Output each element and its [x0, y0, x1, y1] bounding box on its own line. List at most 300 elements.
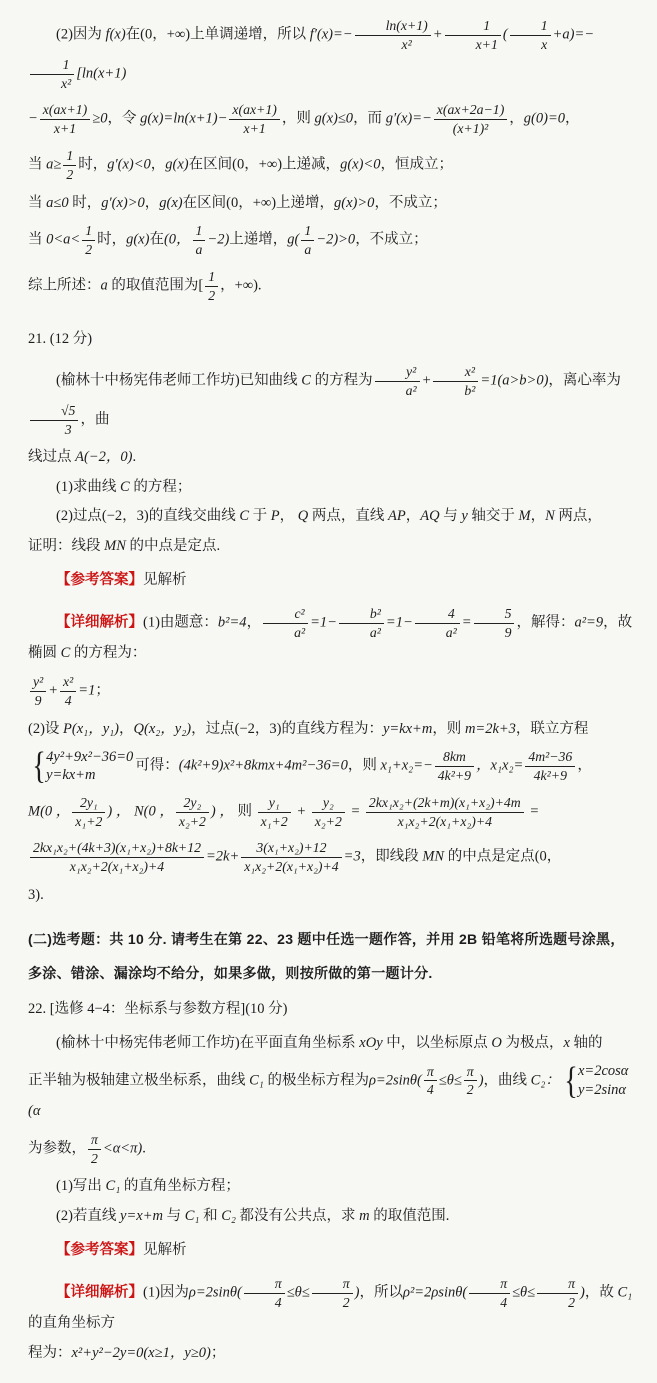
- fraction-denominator: x₁x₂+2(x₁+x₂)+4: [69, 859, 165, 875]
- math-run: M(0 ，: [28, 803, 71, 820]
- math-run: AQ: [420, 508, 440, 525]
- text-run: ，过点(−2，3)的直线方程为：: [191, 720, 383, 737]
- fraction-denominator: b²: [464, 382, 476, 398]
- math-run: C₁: [617, 1284, 633, 1301]
- math-run: =1−: [385, 614, 413, 631]
- text-run: 与: [439, 508, 462, 525]
- text-run: 两点，直线: [308, 508, 389, 525]
- text-run: 中，以坐标原点: [382, 1035, 492, 1052]
- fraction-numerator: π: [464, 1064, 477, 1082]
- fraction-numerator: c²: [263, 606, 308, 624]
- fraction: [193, 223, 206, 258]
- doc-line: [28, 146, 633, 185]
- text-run: ，: [279, 508, 298, 525]
- fraction-denominator: x₁x₂+2(x₁+x₂)+4: [244, 859, 339, 875]
- fraction-denominator: 2: [466, 1082, 474, 1098]
- text-run: ，: [119, 720, 134, 737]
- text-run: ，: [405, 508, 421, 525]
- cases-group: [30, 745, 134, 788]
- cases-row: y=kx+m: [46, 767, 96, 784]
- math-run: +: [48, 682, 59, 699]
- fraction-denominator: a²: [294, 624, 306, 640]
- fraction-numerator: π: [469, 1276, 510, 1294]
- fraction-denominator: a²: [405, 382, 417, 398]
- doc-line: [28, 838, 633, 877]
- math-run: a: [100, 277, 108, 294]
- text-run: 和: [199, 1207, 222, 1224]
- cases-row: 4y²+9x²−36=0: [46, 748, 134, 765]
- math-run: ≤θ≤: [286, 1284, 310, 1301]
- math-run: C₁: [184, 1207, 200, 1224]
- doc-line: [28, 16, 633, 93]
- math-run: xOy: [359, 1035, 383, 1052]
- answer-label: 【详细解析】: [56, 614, 143, 631]
- text-run: ，故椭圆: [28, 614, 633, 662]
- fraction-numerator: ln(x+1): [355, 18, 431, 36]
- fraction-denominator: x₂+2: [314, 813, 342, 829]
- text-run: .: [142, 1140, 146, 1157]
- math-run: M: [518, 508, 531, 525]
- fraction: [339, 606, 384, 641]
- math-run: MN: [104, 537, 126, 554]
- doc-line: [28, 221, 633, 260]
- fraction-numerator: 1: [193, 223, 206, 241]
- math-run: C: [120, 478, 130, 495]
- doc-line: [28, 1342, 633, 1364]
- text-run: ，: [509, 111, 524, 128]
- cases-row: x=2cosα: [577, 1063, 629, 1079]
- doc-line: [28, 718, 633, 740]
- math-run: [ln(x+1): [76, 65, 127, 82]
- fraction-denominator: x₂+2: [178, 813, 206, 829]
- math-run: ρ²=2ρsinθ(: [403, 1284, 468, 1301]
- text-run: 22. [选修 4−4：坐标系与参数方程](10 分): [28, 1000, 288, 1017]
- text-run: (榆林十中杨宪伟老师工作坊)在平面直角坐标系: [56, 1035, 360, 1052]
- fraction-denominator: 2: [66, 166, 74, 182]
- doc-line: [28, 100, 633, 139]
- fraction-denominator: x₁x₂+2(x₁+x₂)+4: [397, 813, 492, 829]
- text-run: 当: [28, 231, 47, 248]
- math-run: C₂: [221, 1207, 236, 1224]
- text-run: ，: [144, 194, 160, 211]
- text-run: ，: [530, 508, 546, 525]
- math-run: g(x)<0: [340, 156, 381, 173]
- math-run: g(0)=0: [523, 111, 565, 128]
- math-run: (4k²+9)x²+8kmx+4m²−36=0: [178, 757, 348, 774]
- fraction-numerator: 4m²−36: [525, 749, 575, 767]
- fraction: [474, 606, 515, 641]
- fraction-denominator: 4: [64, 692, 72, 708]
- fraction-numerator: 1: [205, 269, 218, 287]
- fraction: [537, 1276, 578, 1311]
- text-run: ，曲线: [483, 1072, 531, 1089]
- fraction-numerator: 1: [30, 57, 74, 75]
- doc-line: [28, 446, 633, 468]
- fraction-denominator: a: [304, 242, 312, 258]
- text-run: 当: [28, 156, 47, 173]
- text-run: ，而: [353, 111, 386, 128]
- doc-line: [28, 1059, 633, 1123]
- math-run: Q(x₂，y₂): [133, 720, 192, 737]
- math-run: A(−2，0): [75, 449, 133, 466]
- fraction: [258, 795, 291, 830]
- text-run: ，: [564, 111, 580, 128]
- text-run: 的方程；: [129, 478, 192, 495]
- text-run: ，不成立；: [355, 231, 428, 248]
- doc-line: [28, 1205, 633, 1227]
- fraction: [312, 795, 345, 830]
- fraction: [60, 674, 76, 709]
- math-run: g(x): [165, 156, 189, 173]
- fraction: [301, 223, 314, 258]
- math-run: b²=4: [217, 614, 247, 631]
- fraction-denominator: a: [195, 242, 203, 258]
- fraction-numerator: 4: [415, 606, 460, 624]
- fraction-denominator: 2: [208, 287, 216, 303]
- text-run: 在区间(0，+∞)上递减，: [188, 156, 341, 173]
- fraction-denominator: 2: [342, 1294, 350, 1310]
- math-run: C₁: [249, 1072, 264, 1089]
- fraction-denominator: 4: [500, 1294, 508, 1310]
- text-run: ，则: [347, 757, 381, 774]
- fraction-denominator: 4: [426, 1082, 434, 1098]
- bold-notice-text: (二)选考题：共 10 分. 请考生在第 22、23 题中任选一题作答，并用 2B 铅笔将所选题号涂黑，: [28, 930, 625, 947]
- doc-line: [28, 1274, 633, 1335]
- doc-line: [28, 535, 633, 557]
- document-body: [28, 16, 633, 1364]
- fraction: [469, 1276, 510, 1311]
- text-run: ，: [577, 757, 592, 774]
- brace-icon: {: [564, 1059, 578, 1102]
- fraction-numerator: 2kx₁x₂+(2k+m)(x₁+x₂)+4m: [366, 795, 524, 813]
- text-run: 证明：线段: [28, 537, 105, 554]
- text-run: 当: [28, 194, 47, 211]
- math-run: ρ=2sinθ(: [368, 1072, 422, 1089]
- text-run: ，故: [584, 1284, 618, 1301]
- math-run: ) ，: [210, 803, 234, 820]
- fraction: [510, 18, 551, 53]
- fraction-numerator: 5: [474, 606, 515, 624]
- text-run: 都没有公共点，求: [235, 1207, 360, 1224]
- math-run: C: [301, 372, 311, 389]
- fraction: [63, 148, 76, 183]
- fraction-numerator: y₁: [258, 795, 291, 813]
- math-run: 0<a<: [46, 231, 81, 248]
- math-run: g′(x)=−: [385, 111, 432, 128]
- text-run: ；: [95, 682, 110, 699]
- text-run: 21. (12 分): [28, 330, 93, 347]
- fraction-numerator: 2kx₁x₂+(4k+3)(x₁+x₂)+8k+12: [30, 840, 204, 858]
- doc-line: [28, 929, 633, 951]
- fraction-numerator: π: [244, 1276, 285, 1294]
- fraction: [30, 840, 204, 875]
- text-run: 可得：: [135, 757, 179, 774]
- fraction: [415, 606, 460, 641]
- text-run: (1)求曲线: [56, 478, 121, 495]
- math-run: C₁: [105, 1178, 121, 1195]
- fraction-denominator: x²: [61, 75, 72, 91]
- fraction: [525, 749, 575, 784]
- doc-line: [28, 1175, 633, 1197]
- text-run: ，: [150, 156, 166, 173]
- doc-line: [28, 267, 633, 306]
- math-run: =: [346, 803, 364, 820]
- math-run: g′(x)<0: [107, 156, 151, 173]
- doc-line: [28, 604, 633, 665]
- fraction: [263, 606, 308, 641]
- text-run: (2)过点(−2，3)的直线交曲线: [56, 508, 240, 525]
- math-run: g(x): [159, 194, 183, 211]
- fraction: [366, 795, 524, 830]
- math-run: =1: [78, 682, 96, 699]
- math-run: +: [421, 372, 432, 389]
- math-run: P: [270, 508, 280, 525]
- math-run: =3: [343, 849, 361, 866]
- fraction-denominator: 2: [568, 1294, 576, 1310]
- text-run: (1)因为: [143, 1284, 189, 1301]
- fraction-numerator: 1: [63, 148, 76, 166]
- fraction-numerator: √5: [30, 403, 78, 421]
- text-run: 的取值范围为[: [107, 277, 204, 294]
- math-run: ): [580, 1284, 585, 1301]
- text-run: ，则: [432, 720, 465, 737]
- text-run: ，联立方程: [515, 720, 589, 737]
- math-run: x₁+x₂=−: [380, 757, 433, 774]
- math-run: ≤θ≤: [438, 1072, 462, 1089]
- fraction-numerator: b²: [339, 606, 384, 624]
- cases-group: [562, 1059, 629, 1102]
- fraction: [375, 364, 420, 399]
- text-run: 的极坐标方程为: [263, 1072, 369, 1089]
- text-run: (2)设: [28, 720, 64, 737]
- fraction: [176, 795, 209, 830]
- answer-label: 【详细解析】: [56, 1284, 143, 1301]
- fraction-denominator: 9: [34, 692, 42, 708]
- doc-line: [28, 884, 633, 906]
- text-run: 的中点是定点.: [125, 537, 221, 554]
- math-run: g(x)=ln(x+1)−: [140, 111, 228, 128]
- text-run: 轴交于: [467, 508, 519, 525]
- math-run: =: [525, 803, 540, 820]
- math-run: AP: [388, 508, 406, 525]
- fraction-denominator: 9: [504, 624, 512, 640]
- math-run: ): [354, 1284, 360, 1301]
- text-run: (榆林十中杨宪伟老师工作坊)已知曲线: [56, 372, 302, 389]
- doc-line: [28, 793, 633, 832]
- text-run: 的直角坐标方程；: [120, 1178, 240, 1195]
- brace-icon: {: [32, 745, 46, 788]
- math-run: ): [478, 1072, 484, 1089]
- doc-line: [28, 1130, 633, 1169]
- fraction-numerator: π: [424, 1064, 437, 1082]
- text-run: 时，: [97, 231, 127, 248]
- fraction: [30, 57, 74, 92]
- math-run: a≥: [46, 156, 62, 173]
- text-run: 见解析: [143, 1242, 187, 1259]
- fraction-denominator: 4k²+9: [533, 767, 567, 783]
- fraction: [434, 102, 508, 137]
- text-run: 轴的: [569, 1035, 603, 1052]
- text-run: 则: [233, 803, 256, 820]
- math-run: y: [461, 508, 468, 525]
- text-run: 综上所述：: [28, 277, 101, 294]
- math-run: <α<π): [102, 1140, 143, 1157]
- fraction: [82, 223, 95, 258]
- text-run: 的方程为：: [70, 645, 147, 662]
- text-run: 时，: [68, 194, 102, 211]
- text-run: ，: [246, 614, 262, 631]
- fraction: [244, 1276, 285, 1311]
- cases-rows: [46, 748, 133, 786]
- math-run: y=kx+m: [382, 720, 433, 737]
- math-run: y=x+m: [120, 1207, 163, 1224]
- text-run: 线过点: [28, 449, 76, 466]
- text-run: .: [132, 449, 137, 466]
- fraction: [72, 795, 105, 830]
- text-run: ，不成立；: [374, 194, 447, 211]
- text-run: ，所以: [359, 1284, 403, 1301]
- fraction-denominator: (x+1)²: [452, 121, 489, 137]
- answer-label: 【参考答案】: [56, 572, 143, 589]
- math-run: m: [359, 1207, 370, 1224]
- fraction: [312, 1276, 353, 1311]
- fraction-numerator: π: [312, 1276, 353, 1294]
- text-run: 于: [249, 508, 271, 525]
- math-run: g(x)>0: [334, 194, 375, 211]
- math-run: C: [60, 645, 71, 662]
- doc-line: [28, 747, 633, 786]
- fraction-numerator: 2y₁: [72, 795, 105, 813]
- doc-line: [28, 1239, 633, 1261]
- text-run: 与: [162, 1207, 185, 1224]
- fraction: [205, 269, 218, 304]
- fraction: [424, 1064, 437, 1099]
- fraction-numerator: x(ax+2a−1): [434, 102, 508, 120]
- fraction-numerator: y²: [375, 364, 420, 382]
- text-run: ，即线段: [360, 849, 423, 866]
- doc-line: [28, 505, 633, 527]
- text-run: 两点，: [554, 508, 602, 525]
- math-run: −: [28, 111, 38, 128]
- fraction-numerator: x(ax+1): [229, 102, 279, 120]
- fraction: [229, 102, 279, 137]
- text-run: 为参数，: [28, 1140, 86, 1157]
- text-run: 在: [149, 231, 164, 248]
- fraction-numerator: 2y₂: [176, 795, 209, 813]
- text-run: 正半轴为极轴建立极坐标系，曲线: [28, 1072, 250, 1089]
- fraction: [30, 403, 78, 438]
- fraction-denominator: a²: [445, 624, 457, 640]
- math-run: a²=9: [574, 614, 604, 631]
- math-run: ，x₁x₂=: [476, 757, 524, 774]
- text-run: 时，: [78, 156, 108, 173]
- math-run: C₂：: [530, 1072, 560, 1089]
- text-run: 程为：: [28, 1344, 72, 1361]
- math-run: m=2k+3: [464, 720, 516, 737]
- fraction: [30, 674, 46, 709]
- text-run: ；: [210, 1344, 226, 1361]
- fraction: [464, 1064, 477, 1099]
- math-run: +: [292, 803, 310, 820]
- math-run: Q: [297, 508, 309, 525]
- fraction-numerator: 1: [82, 223, 95, 241]
- text-run: 上递增，: [229, 231, 288, 248]
- math-run: x²+y²−2y=0(x≥1，y≥0): [71, 1344, 211, 1361]
- math-run: =1(a>b>0): [480, 372, 549, 389]
- fraction: [88, 1132, 101, 1167]
- fraction-numerator: 1: [510, 18, 551, 36]
- text-run: (1)由题意：: [143, 614, 218, 631]
- text-run: (1)写出: [56, 1178, 106, 1195]
- text-run: (2)因为: [56, 26, 106, 43]
- fraction-denominator: x+1: [475, 36, 498, 52]
- text-run: 在区间(0，+∞)上递增，: [182, 194, 335, 211]
- doc-line: [28, 476, 633, 498]
- math-run: f′(x)=−: [309, 26, 353, 43]
- text-run: 的直角坐标方: [28, 1315, 115, 1332]
- math-run: MN: [422, 849, 445, 866]
- fraction: [445, 18, 501, 53]
- fraction-numerator: 8km: [435, 749, 474, 767]
- text-run: ，+∞).: [220, 277, 262, 294]
- text-run: (2)若直线: [56, 1207, 121, 1224]
- fraction-denominator: 4k²+9: [437, 767, 472, 783]
- math-run: g′(x)>0: [101, 194, 145, 211]
- math-run: =: [461, 614, 472, 631]
- math-run: f(x): [105, 26, 126, 43]
- math-run: (α: [28, 1103, 41, 1120]
- fraction-denominator: x: [541, 36, 548, 52]
- math-run: ) ， N(0 ，: [107, 803, 174, 820]
- text-run: 3).: [28, 887, 44, 904]
- fraction-numerator: x²: [433, 364, 478, 382]
- doc-line: [28, 672, 633, 711]
- doc-line: [28, 963, 633, 985]
- fraction-numerator: 3(x₁+x₂)+12: [241, 840, 341, 858]
- math-run: g(: [287, 231, 300, 248]
- fraction-denominator: 2: [91, 1150, 98, 1166]
- fraction-numerator: 1: [301, 223, 314, 241]
- fraction-numerator: π: [88, 1132, 101, 1150]
- doc-line: [28, 328, 633, 350]
- math-run: ≥0: [92, 111, 108, 128]
- fraction-denominator: 3: [64, 421, 72, 437]
- doc-line: [28, 192, 633, 214]
- math-run: P(x₁，y₁): [63, 720, 120, 737]
- text-run: 在(0，+∞)上单调递增，所以: [125, 26, 310, 43]
- text-run: 的中点是定点(0，: [444, 849, 562, 866]
- answer-label: 【参考答案】: [56, 1242, 143, 1259]
- text-run: 的取值范围.: [369, 1207, 450, 1224]
- fraction-numerator: 1: [445, 18, 501, 36]
- fraction-denominator: x₁+2: [260, 813, 288, 829]
- math-run: a≤0: [46, 194, 69, 211]
- fraction-denominator: 2: [85, 242, 93, 258]
- text-run: ，恒成立；: [380, 156, 453, 173]
- math-run: ρ=2sinθ(: [188, 1284, 242, 1301]
- doc-line: [28, 569, 633, 591]
- text-run: ，则: [281, 111, 315, 128]
- math-run: x: [563, 1035, 570, 1052]
- cases-row: y=2sinα: [577, 1081, 626, 1098]
- doc-line: [28, 998, 633, 1020]
- doc-line: [28, 362, 633, 439]
- fraction-denominator: a²: [369, 624, 381, 640]
- text-run: ，令: [107, 111, 141, 128]
- math-run: +a)=−: [552, 26, 595, 43]
- math-run: +: [432, 26, 443, 43]
- fraction-denominator: 4: [274, 1294, 282, 1310]
